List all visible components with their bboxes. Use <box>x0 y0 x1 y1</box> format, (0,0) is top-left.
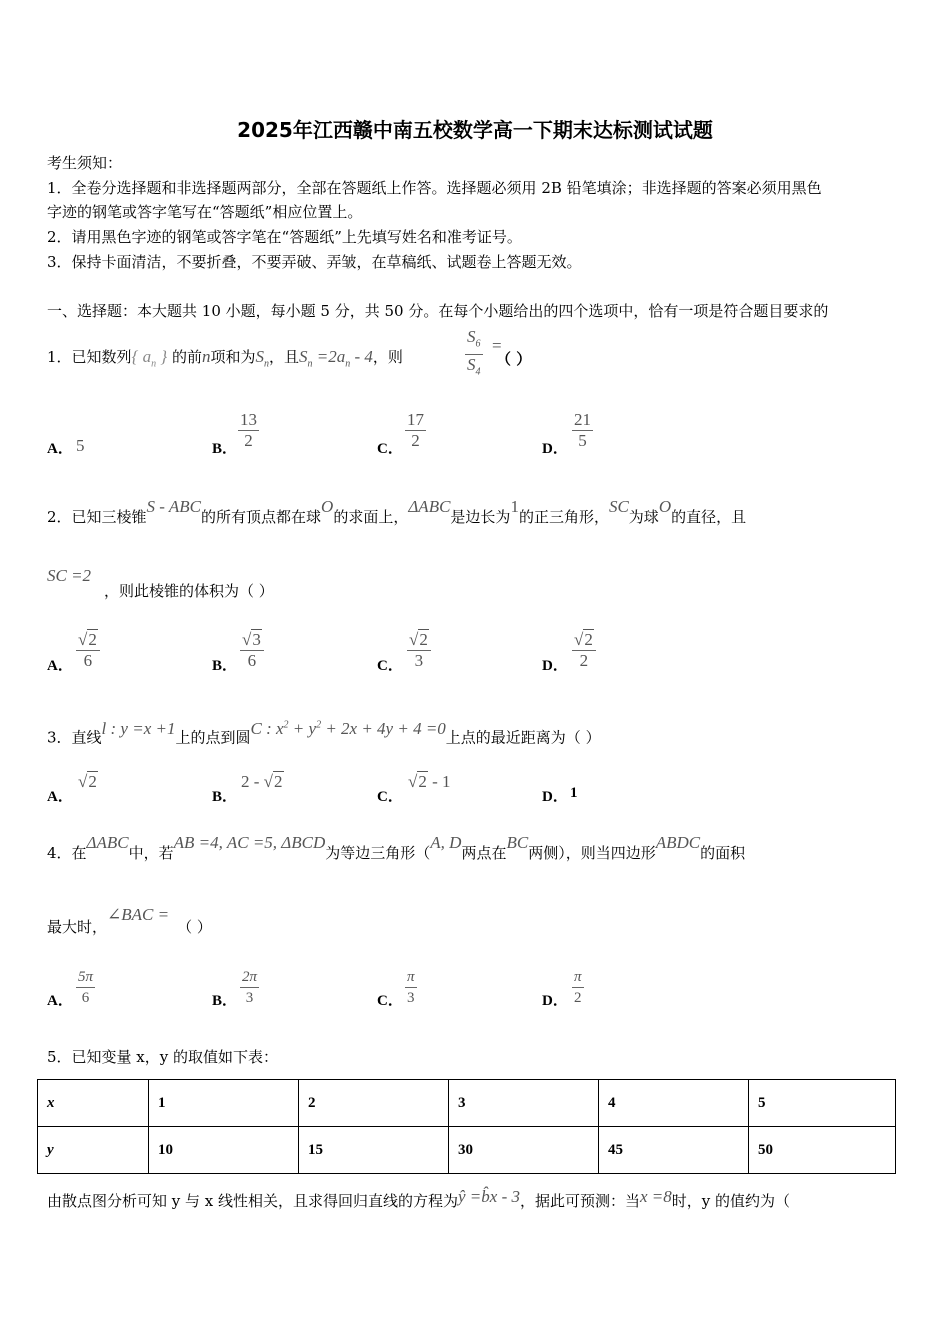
question-2: 2．已知三棱锥S - ABC的所有顶点都在球O的求面上，ΔABC是边长为1的正三角形，SC为球O的直径，且 <box>47 497 747 526</box>
notice-line-1: 1．全卷分选择题和非选择题两部分，全部在答题纸上作答。选择题必须用 2B 铅笔填涂；非选择题的答案必须用黑色 <box>47 179 822 197</box>
table-cell: 3 <box>449 1080 599 1127</box>
question-5: 5．已知变量 x，y 的取值如下表： <box>47 1048 279 1066</box>
math-Sn: $S_n$ <box>255 347 269 370</box>
q1-option-a-label: A． <box>47 441 73 457</box>
q2-option-d-label: D． <box>542 658 568 674</box>
q5-followup: 由散点图分析可知 y 与 x 线性相关，且求得回归直线的方程为ŷ =b̂x - 3，据此可预测：当x =8时，y 的值约为（ <box>47 1187 791 1210</box>
q1-blank: （ ） <box>496 350 532 368</box>
page-title: 2025年江西赣中南五校数学高一下期末达标测试试题 <box>237 118 713 142</box>
q4-line-2: 最大时，∠BAC =（ ） <box>47 905 212 936</box>
q2-option-a: $\frac{√2}{6}$ <box>76 630 100 671</box>
table-cell: 4 <box>599 1080 749 1127</box>
q4-option-a-label: A． <box>47 993 73 1009</box>
q4-option-b-label: B． <box>212 993 238 1009</box>
q1-option-b-label: B． <box>212 441 238 457</box>
notice-heading: 考生须知： <box>47 154 123 172</box>
table-cell: 10 <box>149 1127 299 1174</box>
q1-option-d-label: D． <box>542 441 568 457</box>
math-n: n <box>201 347 211 366</box>
table-cell: 45 <box>599 1127 749 1174</box>
q4-option-c: $\frac{\pi}{3}$ <box>407 969 415 1006</box>
table-row-y <box>38 1127 896 1174</box>
data-table <box>37 1079 896 1174</box>
table-cell: 15 <box>299 1127 449 1174</box>
table-cell: y <box>38 1127 149 1174</box>
q2-option-b-label: B． <box>212 658 238 674</box>
q3-option-a: √2 <box>78 772 97 791</box>
q3-option-c: √2 - 1 <box>408 772 451 791</box>
q2-option-c-label: C． <box>377 658 403 674</box>
section-heading: 一、选择题：本大题共 10 小题，每小题 5 分，共 50 分。在每个小题给出的四个选项中，恰有一项是符合题目要求的 <box>47 302 829 320</box>
q2-tail: ，则此棱锥的体积为（ ） <box>104 582 274 600</box>
q1-option-c: $\frac{17}{2}$ <box>407 410 424 450</box>
q2-option-c: $\frac{√2}{3}$ <box>407 630 431 671</box>
table-cell: 5 <box>749 1080 896 1127</box>
math-ratio: $\frac{S_6}{S_4}$ <box>467 327 481 378</box>
notice-line-4: 3．保持卡面清洁，不要折叠，不要弄破、弄皱，在草稿纸、试题卷上答题无效。 <box>47 253 582 271</box>
notice-line-2: 字迹的钢笔或答字笔写在“答题纸”相应位置上。 <box>47 203 363 221</box>
math-equals: = <box>492 336 502 355</box>
table-cell: x <box>38 1080 149 1127</box>
question-1: 1．已知数列{ $a_n$ } 的前n项和为$S_n$，且$S_n =2a_n - 4$，则 <box>47 347 403 370</box>
q4-option-b: $\frac{2\pi}{3}$ <box>242 969 258 1006</box>
q2-option-b: $\frac{√3}{6}$ <box>240 630 264 671</box>
q4-option-c-label: C． <box>377 993 403 1009</box>
q1-option-a: 5 <box>76 436 85 455</box>
q1-option-c-label: C． <box>377 441 403 457</box>
q1-option-b: $\frac{13}{2}$ <box>240 410 257 450</box>
q3-option-d: 1 <box>570 785 578 801</box>
q3-option-b: 2 - √2 <box>241 772 283 791</box>
q1-option-d: $\frac{21}{5}$ <box>574 410 591 450</box>
q4-option-a: $\frac{5\pi}{6}$ <box>78 969 94 1006</box>
math-SC-eq: SC =2 <box>47 566 92 585</box>
table-cell: 2 <box>299 1080 449 1127</box>
table-cell: 1 <box>149 1080 299 1127</box>
q2-option-d: $\frac{√2}{2}$ <box>572 630 596 671</box>
math-seq: { $a_n$ } <box>131 347 168 370</box>
math-Sn-eq: $S_n =2a_n - 4$ <box>299 347 373 370</box>
question-4: 4．在ΔABC中，若AB =4, AC =5, ΔBCD为等边三角形（A, D两点在BC两侧），则当四边形ABDC的面积 <box>47 833 746 862</box>
q3-option-c-label: C． <box>377 789 403 805</box>
q3-option-d-label: D． <box>542 789 568 805</box>
table-cell: 50 <box>749 1127 896 1174</box>
q3-option-b-label: B． <box>212 789 238 805</box>
q2-option-a-label: A． <box>47 658 73 674</box>
table-row-x <box>38 1080 896 1127</box>
q4-option-d: $\frac{\pi}{2}$ <box>574 969 582 1006</box>
question-3: 3．直线l : y =x +1上的点到圆C : $x^2 + y^2 + 2x + 4y + 4 =0$上点的最近距离为（ ） <box>47 718 601 747</box>
q3-option-a-label: A． <box>47 789 73 805</box>
q4-option-d-label: D． <box>542 993 568 1009</box>
notice-line-3: 2．请用黑色字迹的钢笔或答字笔在“答题纸”上先填写姓名和准考证号。 <box>47 228 522 246</box>
table-cell: 30 <box>449 1127 599 1174</box>
